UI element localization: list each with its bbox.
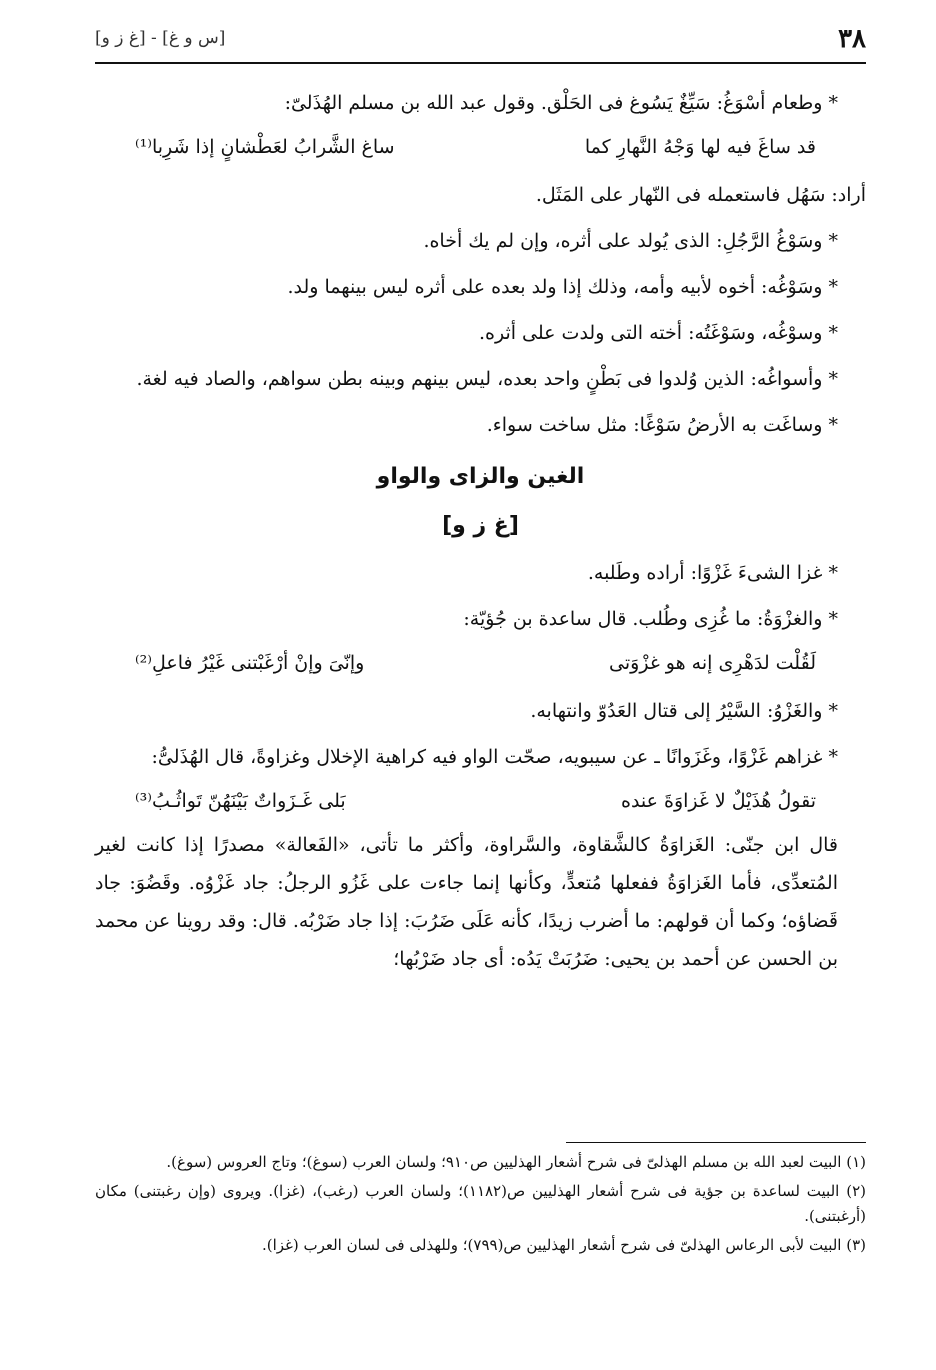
page-number: ٣٨ <box>838 24 866 54</box>
entry-arada: أراد: سَهُل فاستعمله فى النّهار على المَثَل. <box>535 184 866 206</box>
verse-3-first-hemistich: تقولُ هُذَيْلٌ لا غَزاوَةَ عنده <box>620 790 816 812</box>
entry-tam-aswagh: * وطعام أسْوَغُ: سَيِّغٌ يَسُوغ فى الحَلْق. وقول عبد الله بن مسلم الهُذَلىّ: <box>284 92 838 114</box>
entry-saghat: * وساغَت به الأرضُ سَوْغًا: مثل ساخت سواء. <box>486 414 838 436</box>
footnote-2: (٢) البيت لساعدة بن جؤية فى شرح أشعار الهذليين ص(١١٨٢)؛ ولسان العرب (رغب)، (غزا). ويروى (وإن رغبتنى) مكان (أرغبتنى). <box>95 1182 866 1225</box>
footnote-rule <box>566 1142 866 1143</box>
verse-1 <box>95 126 866 172</box>
main-text <box>95 80 866 978</box>
footnotes <box>95 1150 866 1262</box>
verse-2 <box>95 642 866 688</box>
verse-3-second-hemistich: بَلى غَـزَواتٌ بَيْنَهُنّ تَواثُـبُ⁽³⁾ <box>135 790 346 812</box>
entry-sawghatuh: * وسوْغُه، وسَوْغَتُه: أخته التى ولدت على أثره. <box>478 322 838 344</box>
running-header <box>95 22 866 62</box>
root-subheading: [غ ز و] <box>442 513 519 538</box>
entry-ibn-jinni: قال ابن جنّى: الغَزاوَةُ كالشَّقاوة، والسَّراوة، وأكثر ما تأتى، «الفَعالة» مصدرًا إذا كانت لغير المُتعدِّى، فأما الغَزاوَةُ ففعلها مُتعدٍّ، وكأنها إنما جاءت على غَزُو الرجلُ: جاد غَزْوُه. وقَضُوَ: جاد قَضاؤه؛ وكما أن قولهم: ما أضرب زيدًا، كأنه عَلَى ضَرُبَ: إذا جاد ضَرْبُه. قال: وقد روينا عن محمد بن الحسن عن أحمد بن يحيى: ضَرُبَتْ يَدُه: أى جاد ضَرْبُها؛ <box>95 834 838 970</box>
header-root-label: [س و غ] - [غ ز و] <box>95 28 226 48</box>
footnote-3: (٣) البيت لأبى الرعاس الهذلىّ فى شرح أشعار الهذليين ص(٧٩٩)؛ وللهذلى فى لسان العرب (غزا). <box>261 1236 866 1254</box>
section-heading: الغين والزاى والواو <box>376 464 585 489</box>
verse-2-first-hemistich: لَقُلْت لدَهْرِى إنه هو غزْوَتى <box>609 652 816 674</box>
entry-ghazahum: * غزاهم غَزْوًا، وغَزَوانًا ـ عن سيبويه، صحّت الواو فيه كراهية الإخلال وغزاوةً، قال الهُذَلىُّ: <box>151 746 838 768</box>
verse-3 <box>95 780 866 826</box>
entry-ghaza: * غزا الشىءَ غَزْوًا: أراده وطَلبه. <box>587 562 838 584</box>
verse-1-first-hemistich: قد ساغَ فيه لها وَجْهُ النَّهارِ كما <box>584 136 816 158</box>
entry-sawghuh: * وسَوْغُه: أخوه لأبيه وأمه، وذلك إذا ولد بعده على أثره ليس بينهما ولد. <box>287 276 838 298</box>
header-rule <box>95 62 866 64</box>
verse-1-second-hemistich: ساغ الشَّرابُ لعَطْشانٍ إذا شَرِبا⁽¹⁾ <box>135 136 395 158</box>
verse-2-second-hemistich: وإنّىَ وإنْ أرْغَبْتنى غَيْرُ فاعلِ⁽²⁾ <box>135 652 365 674</box>
entry-ghazwa: * والغزْوَةُ: ما غُزِى وطُلب. قال ساعدة بن جُؤيّة: <box>463 608 838 630</box>
entry-aswaghuh: * وأسواغُه: الذين وُلدوا فى بَطْنٍ واحد بعده، ليس بينهم وبينه بطن سواهم، والصاد فيه لغة. <box>136 368 838 390</box>
entry-sawgh-rajul: * وسَوْغُ الرَّجُلِ: الذى يُولد على أثره، وإن لم يك أخاه. <box>423 230 838 252</box>
footnote-1: (١) البيت لعبد الله بن مسلم الهذلىّ فى شرح أشعار الهذليين ص٩١٠؛ ولسان العرب (سوغ)؛ وتاج العروس (سوغ). <box>166 1153 866 1171</box>
entry-ghazw: * والغَزْوُ: السَّيْرُ إلى قتال العَدُوّ وانتهابه. <box>530 700 838 722</box>
